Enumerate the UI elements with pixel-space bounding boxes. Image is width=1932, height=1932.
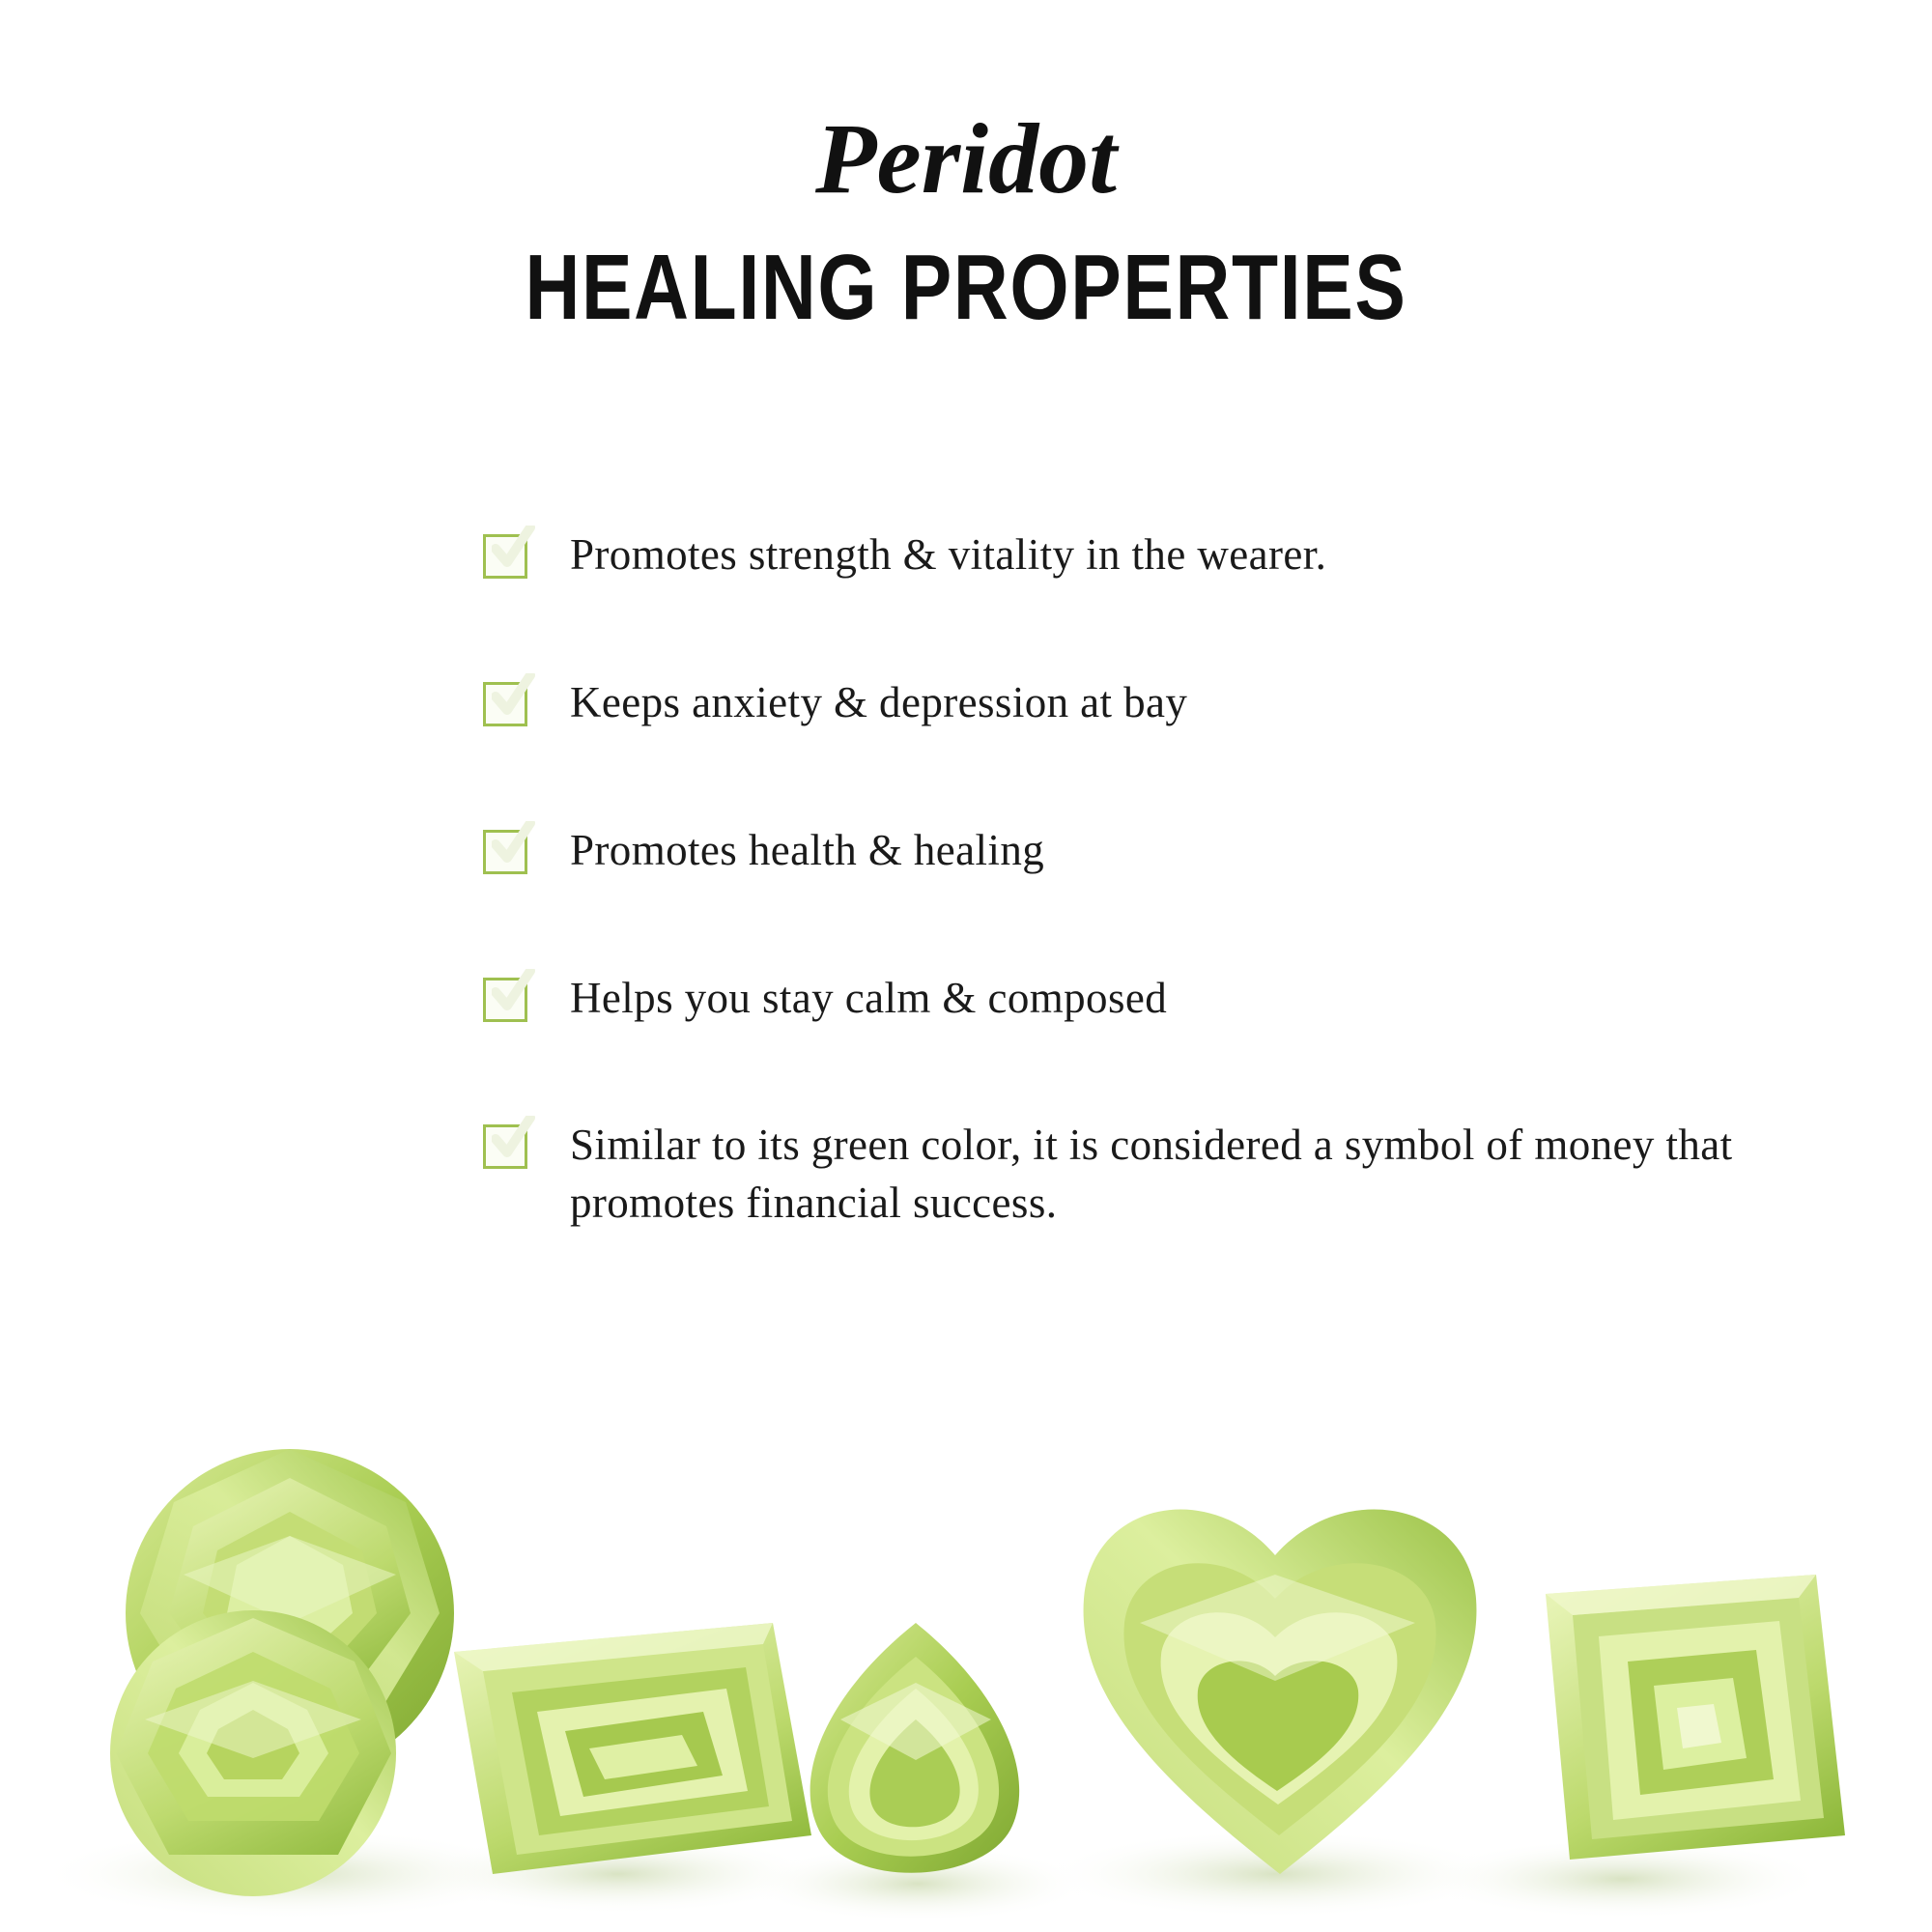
list-item-label: Helps you stay calm & composed: [570, 973, 1168, 1022]
check-mark-icon: [492, 673, 536, 718]
list-item: [483, 822, 1816, 880]
list-item: [483, 674, 1816, 732]
gem-emerald-cut: [454, 1623, 811, 1874]
list-item-label: Keeps anxiety & depression at bay: [570, 677, 1188, 726]
list-item-label: Promotes strength & vitality in the wearer.: [570, 530, 1327, 579]
gem-heart-cut: [1084, 1509, 1477, 1874]
list-item-label: Similar to its green color, it is considered a symbol of money that promotes financial success.: [570, 1121, 1733, 1228]
page-title-script: Peridot: [815, 103, 1117, 214]
page-title-main: HEALING PROPERTIES: [525, 236, 1407, 340]
checkbox-checked-icon: [483, 1124, 527, 1169]
check-mark-icon: [492, 1116, 536, 1160]
check-mark-icon: [492, 821, 536, 866]
check-mark-icon: [492, 526, 536, 570]
checkbox-checked-icon: [483, 830, 527, 874]
healing-properties-list: [483, 526, 1816, 1233]
check-mark-icon: [492, 969, 536, 1013]
gem-round-cut: [110, 1610, 396, 1896]
list-item: [483, 970, 1816, 1028]
list-item: [483, 526, 1816, 584]
gemstone-image: [0, 1333, 1932, 1932]
list-item: [483, 1117, 1816, 1233]
gemstone-illustration: [0, 1333, 1932, 1932]
gem-square-cut: [1546, 1575, 1845, 1860]
checkbox-checked-icon: [483, 682, 527, 726]
header: [0, 103, 1932, 340]
list-item-label: Promotes health & healing: [570, 825, 1045, 874]
checkbox-checked-icon: [483, 534, 527, 579]
checkbox-checked-icon: [483, 978, 527, 1022]
gem-pear-cut: [810, 1623, 1020, 1873]
